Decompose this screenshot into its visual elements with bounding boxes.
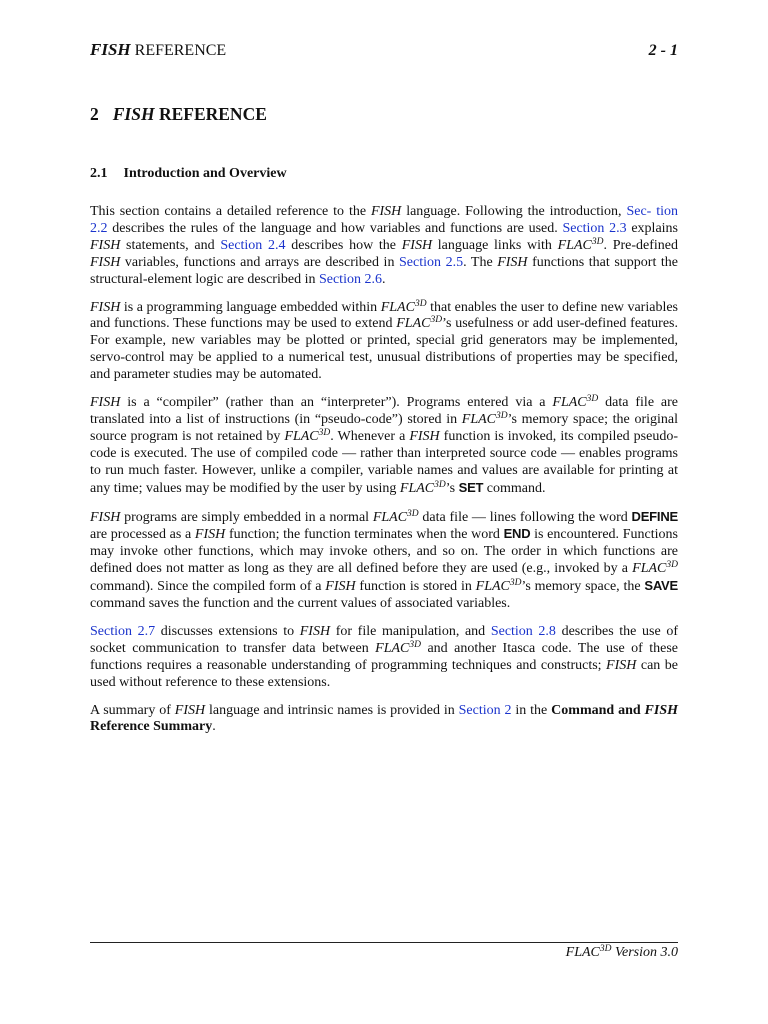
section-2-4-link[interactable]: Section 2.4 <box>220 237 286 253</box>
text-run: is a “compiler” (rather than an “interpreter”). Programs entered via a <box>120 395 553 411</box>
body-text <box>90 204 678 747</box>
superscript: 3D <box>434 479 446 490</box>
superscript: 3D <box>586 394 599 405</box>
text-run: function is stored in <box>355 579 476 595</box>
section-2-7-link[interactable]: Section 2.7 <box>90 623 156 639</box>
text-run: language links with <box>432 237 558 253</box>
italic-term: FISH <box>325 579 356 595</box>
italic-term: FISH <box>90 509 121 525</box>
text-run: ’s memory space; the original source program is not retained by <box>90 411 678 444</box>
section-2-link[interactable]: Section 2 <box>458 702 512 718</box>
text-run: variables, functions and arrays are described in <box>120 254 400 270</box>
italic-term: FISH <box>90 395 121 411</box>
text-run: . The <box>463 254 498 270</box>
section-2-6-link[interactable]: Section 2.6 <box>318 271 382 287</box>
text-run: FLAC <box>552 395 587 411</box>
text-run: and another Itasca code. The use of these functions requires a reasonable understanding of programming techniques and constructs; <box>90 640 678 673</box>
superscript: 3D <box>430 315 443 326</box>
paragraph <box>90 703 678 737</box>
paragraph <box>90 300 678 385</box>
chapter-title: 2 FISH REFERENCE <box>90 104 267 124</box>
section-2-3-link[interactable]: Section 2.3 <box>562 220 627 236</box>
text-run: programs are simply embedded in a normal <box>120 509 373 525</box>
text-run: can be used without reference to these extensions. <box>90 657 678 690</box>
superscript: 3D <box>407 508 419 519</box>
text-run: are processed as a <box>90 527 195 543</box>
italic-term: FISH <box>194 527 226 543</box>
text-run: FLAC <box>372 509 408 525</box>
text-run: describes the rules of the language and how variables and functions are used. <box>107 220 563 236</box>
text-run: command). Since the compiled form of a <box>90 579 326 595</box>
superscript: 3D <box>666 560 678 571</box>
text-run: FLAC <box>284 428 319 444</box>
set-command: SET <box>458 479 484 495</box>
paragraph <box>90 509 678 613</box>
text-run: . <box>212 719 216 735</box>
text-run: . <box>381 271 386 287</box>
text-run: . Whenever a <box>330 428 410 444</box>
text-run: data file are translated into a list of instructions (in “pseudo-code”) stored in <box>90 395 679 427</box>
text-run: tion 2.2 <box>90 204 679 236</box>
footer-version: $FLAC^{3D}$ Version 3.0 <box>565 944 678 960</box>
text-run: FLAC <box>475 579 510 595</box>
text-run: language. Following the introduction, <box>401 204 627 219</box>
text-run: function is invoked, its compiled pseudo-code is executed. The use of compiled code — rather than interpreted source code — enables programs to run much faster. However, unlike a compiler, variable names and values are available for printing at any time; values may be modified by the user by using <box>90 428 679 496</box>
text-run: discusses extensions to <box>155 623 300 639</box>
text-run: Reference Summary <box>90 719 213 735</box>
italic-term: FISH <box>90 254 121 270</box>
page-number: 2 - 1 <box>648 42 678 59</box>
header-title: FISH REFERENCE <box>90 40 227 59</box>
text-run: explains <box>626 220 678 236</box>
text-run: FLAC <box>461 411 497 427</box>
end-command: END <box>503 526 531 542</box>
italic-term: FISH <box>409 428 440 444</box>
text-run: that enables the user to define new variables and functions. These functions may be used to extend <box>90 299 678 332</box>
define-command: DEFINE <box>631 508 678 524</box>
italic-term: FISH <box>90 237 121 253</box>
text-run: FLAC <box>380 299 415 315</box>
text-run: Command and <box>551 702 641 718</box>
superscript: 3D <box>318 427 331 438</box>
text-run: FLAC <box>557 237 592 253</box>
text-run: FLAC <box>632 561 667 577</box>
text-run: language and intrinsic names is provided in <box>205 702 459 718</box>
paragraph <box>90 624 678 692</box>
italic-term: FISH <box>370 204 402 219</box>
superscript: 3D <box>414 298 427 309</box>
text-run: Sec- <box>626 204 652 219</box>
italic-term: FISH <box>401 237 433 253</box>
text-run: This section contains a detailed reference to the <box>90 204 371 219</box>
italic-term: FISH <box>299 623 331 639</box>
section-2-8-link[interactable]: Section 2.8 <box>490 623 556 639</box>
italic-term: FISH <box>497 254 528 270</box>
section-2-5-link[interactable]: Section 2.5 <box>399 254 464 270</box>
text-run: is encountered. Functions may invoke other functions, which may invoke others, and so on. The order in which functions are defined does not matter as long as they are all defined before they are used (e.g., invoked by a <box>90 527 678 577</box>
text-run: ’s <box>445 480 459 496</box>
paragraph <box>90 204 678 289</box>
paragraph <box>90 395 678 497</box>
text-run: function; the function terminates when the word <box>225 527 504 543</box>
italic-term: FISH <box>174 702 206 718</box>
text-run: FLAC <box>399 480 435 496</box>
text-run: statements, and <box>120 237 221 253</box>
text-run: in the <box>511 702 552 718</box>
text-run: describes how the <box>285 237 402 253</box>
text-run: A summary of <box>90 702 175 718</box>
text-run: functions that support the structural-element logic are described in <box>90 254 679 287</box>
section-title: 2.1 Introduction and Overview <box>90 166 287 181</box>
text-run: command saves the function and the current values of associated variables. <box>90 596 511 612</box>
superscript: 3D <box>496 410 508 421</box>
text-run: for file manipulation, and <box>330 623 491 639</box>
text-run: command. <box>483 480 546 496</box>
save-command: SAVE <box>644 578 678 594</box>
running-header <box>90 40 678 60</box>
text-run: FLAC <box>375 640 410 656</box>
text-run: ’s usefulness or add user-defined features. For example, new variables may be plotted or printed, special grid generators may be implemented, servo-control may be applied to a numerical test, unusual distributions of properties may be specified, and parameter studies may be automated. <box>90 316 678 383</box>
text-run: . Pre-defined <box>603 237 678 253</box>
footer-rule <box>90 942 678 943</box>
italic-term: FISH <box>644 702 678 718</box>
text-run: is a programming language embedded within <box>120 299 381 315</box>
italic-term: FISH <box>606 657 637 673</box>
text-run: data file — lines following the word <box>418 509 632 525</box>
superscript: 3D <box>509 578 522 589</box>
text-run: FLAC <box>396 316 431 332</box>
superscript: 3D <box>591 236 604 247</box>
text-run: describes the use of socket communication to transfer data between <box>90 623 678 656</box>
superscript: 3D <box>409 639 422 650</box>
italic-term: FISH <box>90 299 121 315</box>
text-run: ’s memory space, the <box>521 579 645 595</box>
